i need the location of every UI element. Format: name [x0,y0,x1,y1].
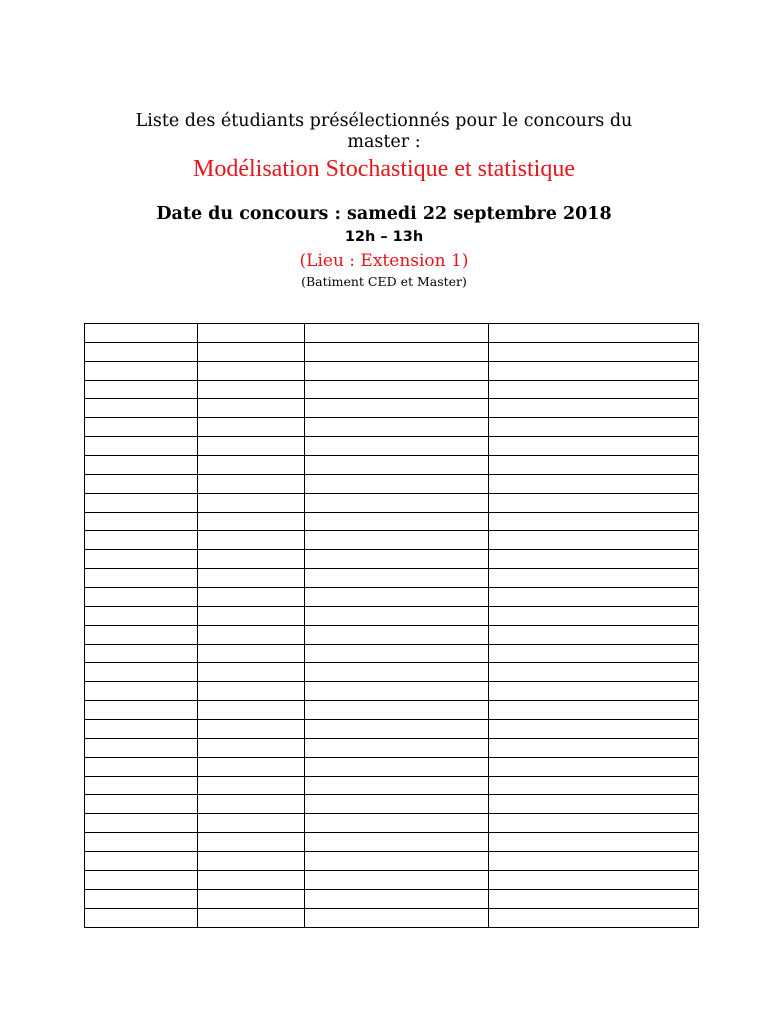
table-row [85,456,699,475]
table-row [85,625,699,644]
table-cell [85,380,198,399]
table-cell [305,606,489,625]
table-cell [85,795,198,814]
table-cell [489,776,699,795]
table-cell [198,701,305,720]
table-cell [489,324,699,343]
table-cell [305,418,489,437]
table-cell [305,437,489,456]
table-cell [198,324,305,343]
table-cell [305,361,489,380]
student-list-table [84,323,699,928]
table-cell [489,908,699,927]
table-cell [198,437,305,456]
table-cell [489,833,699,852]
table-cell [85,682,198,701]
table-cell [198,795,305,814]
exam-time: 12h – 13h [344,229,424,245]
table-cell [489,456,699,475]
table-row [85,324,699,343]
table-row [85,361,699,380]
table-cell [489,644,699,663]
table-cell [85,776,198,795]
table-row [85,493,699,512]
table-row [85,380,699,399]
table-row [85,474,699,493]
table-cell [85,814,198,833]
table-cell [85,361,198,380]
table-cell [489,418,699,437]
intro-line-1: Liste des étudiants présélectionnés pour le concours du [135,111,633,131]
table-cell [489,720,699,739]
table-cell [489,606,699,625]
table-row [85,663,699,682]
table-row [85,795,699,814]
table-row [85,701,699,720]
table-row [85,437,699,456]
table-cell [305,776,489,795]
table-cell [198,456,305,475]
table-cell [85,324,198,343]
table-cell [85,606,198,625]
table-cell [305,908,489,927]
table-cell [198,870,305,889]
table-cell [85,569,198,588]
table-cell [489,870,699,889]
table-cell [198,342,305,361]
table-cell [489,531,699,550]
table-cell [85,456,198,475]
table-cell [305,550,489,569]
table-cell [198,380,305,399]
table-cell [305,399,489,418]
table-cell [305,588,489,607]
table-cell [489,757,699,776]
table-row [85,399,699,418]
table-row [85,418,699,437]
table-cell [198,833,305,852]
table-row [85,833,699,852]
table-cell [305,757,489,776]
table-cell [489,889,699,908]
table-cell [305,324,489,343]
intro-line-2: master : [347,132,421,152]
table-row [85,682,699,701]
table-cell [198,399,305,418]
table-cell [305,889,489,908]
table-cell [198,852,305,871]
exam-place: (Lieu : Extension 1) [299,251,469,271]
table-cell [85,757,198,776]
table-row [85,720,699,739]
table-cell [305,380,489,399]
table-row [85,606,699,625]
table-cell [489,738,699,757]
table-cell [305,493,489,512]
table-cell [489,625,699,644]
table-cell [198,418,305,437]
table-row [85,588,699,607]
table-row [85,776,699,795]
table-cell [305,342,489,361]
table-cell [198,550,305,569]
table-cell [198,531,305,550]
table-cell [198,625,305,644]
table-cell [489,493,699,512]
table-cell [198,493,305,512]
table-cell [85,437,198,456]
table-cell [305,852,489,871]
table-cell [305,474,489,493]
table-cell [489,361,699,380]
table-cell [85,720,198,739]
table-row [85,512,699,531]
table-cell [305,738,489,757]
table-cell [489,852,699,871]
table-cell [85,550,198,569]
table-cell [85,644,198,663]
table-cell [198,361,305,380]
table-row [85,852,699,871]
table-cell [305,625,489,644]
table-cell [305,644,489,663]
table-cell [305,682,489,701]
table-cell [198,776,305,795]
table-cell [305,512,489,531]
table-cell [85,531,198,550]
table-cell [489,588,699,607]
table-row [85,889,699,908]
table-cell [198,757,305,776]
table-row [85,342,699,361]
table-cell [489,682,699,701]
table-cell [489,814,699,833]
table-cell [305,569,489,588]
exam-building: (Batiment CED et Master) [301,274,467,289]
table-cell [305,833,489,852]
table-cell [489,569,699,588]
table-cell [198,908,305,927]
table-row [85,870,699,889]
table-cell [85,908,198,927]
table-cell [305,795,489,814]
table-cell [198,889,305,908]
table-row [85,757,699,776]
table-cell [489,663,699,682]
table-cell [85,493,198,512]
table-cell [85,701,198,720]
table-cell [85,418,198,437]
table-row [85,531,699,550]
table-cell [489,474,699,493]
table-cell [305,870,489,889]
table-cell [85,588,198,607]
table-cell [85,399,198,418]
table-cell [305,456,489,475]
student-list-body [85,324,699,928]
table-cell [85,342,198,361]
table-cell [489,380,699,399]
table-cell [85,889,198,908]
table-cell [489,437,699,456]
table-cell [198,588,305,607]
table-cell [198,814,305,833]
table-cell [85,474,198,493]
table-cell [198,720,305,739]
table-cell [305,663,489,682]
table-cell [85,512,198,531]
table-row [85,569,699,588]
table-cell [489,795,699,814]
table-cell [85,625,198,644]
master-subject-title: Modélisation Stochastique et statistique [193,156,575,182]
table-cell [489,512,699,531]
table-row [85,738,699,757]
table-cell [198,512,305,531]
table-cell [198,569,305,588]
table-cell [305,701,489,720]
table-cell [85,833,198,852]
table-row [85,814,699,833]
table-cell [198,663,305,682]
table-cell [489,550,699,569]
table-row [85,550,699,569]
table-cell [489,399,699,418]
table-cell [198,682,305,701]
table-cell [305,531,489,550]
exam-date: Date du concours : samedi 22 septembre 2018 [156,204,612,224]
table-cell [198,474,305,493]
table-row [85,908,699,927]
table-cell [85,663,198,682]
table-cell [85,738,198,757]
table-cell [489,342,699,361]
table-cell [198,738,305,757]
table-cell [85,870,198,889]
table-cell [489,701,699,720]
table-cell [198,644,305,663]
table-cell [85,852,198,871]
table-row [85,644,699,663]
table-cell [305,720,489,739]
table-cell [198,606,305,625]
table-cell [305,814,489,833]
